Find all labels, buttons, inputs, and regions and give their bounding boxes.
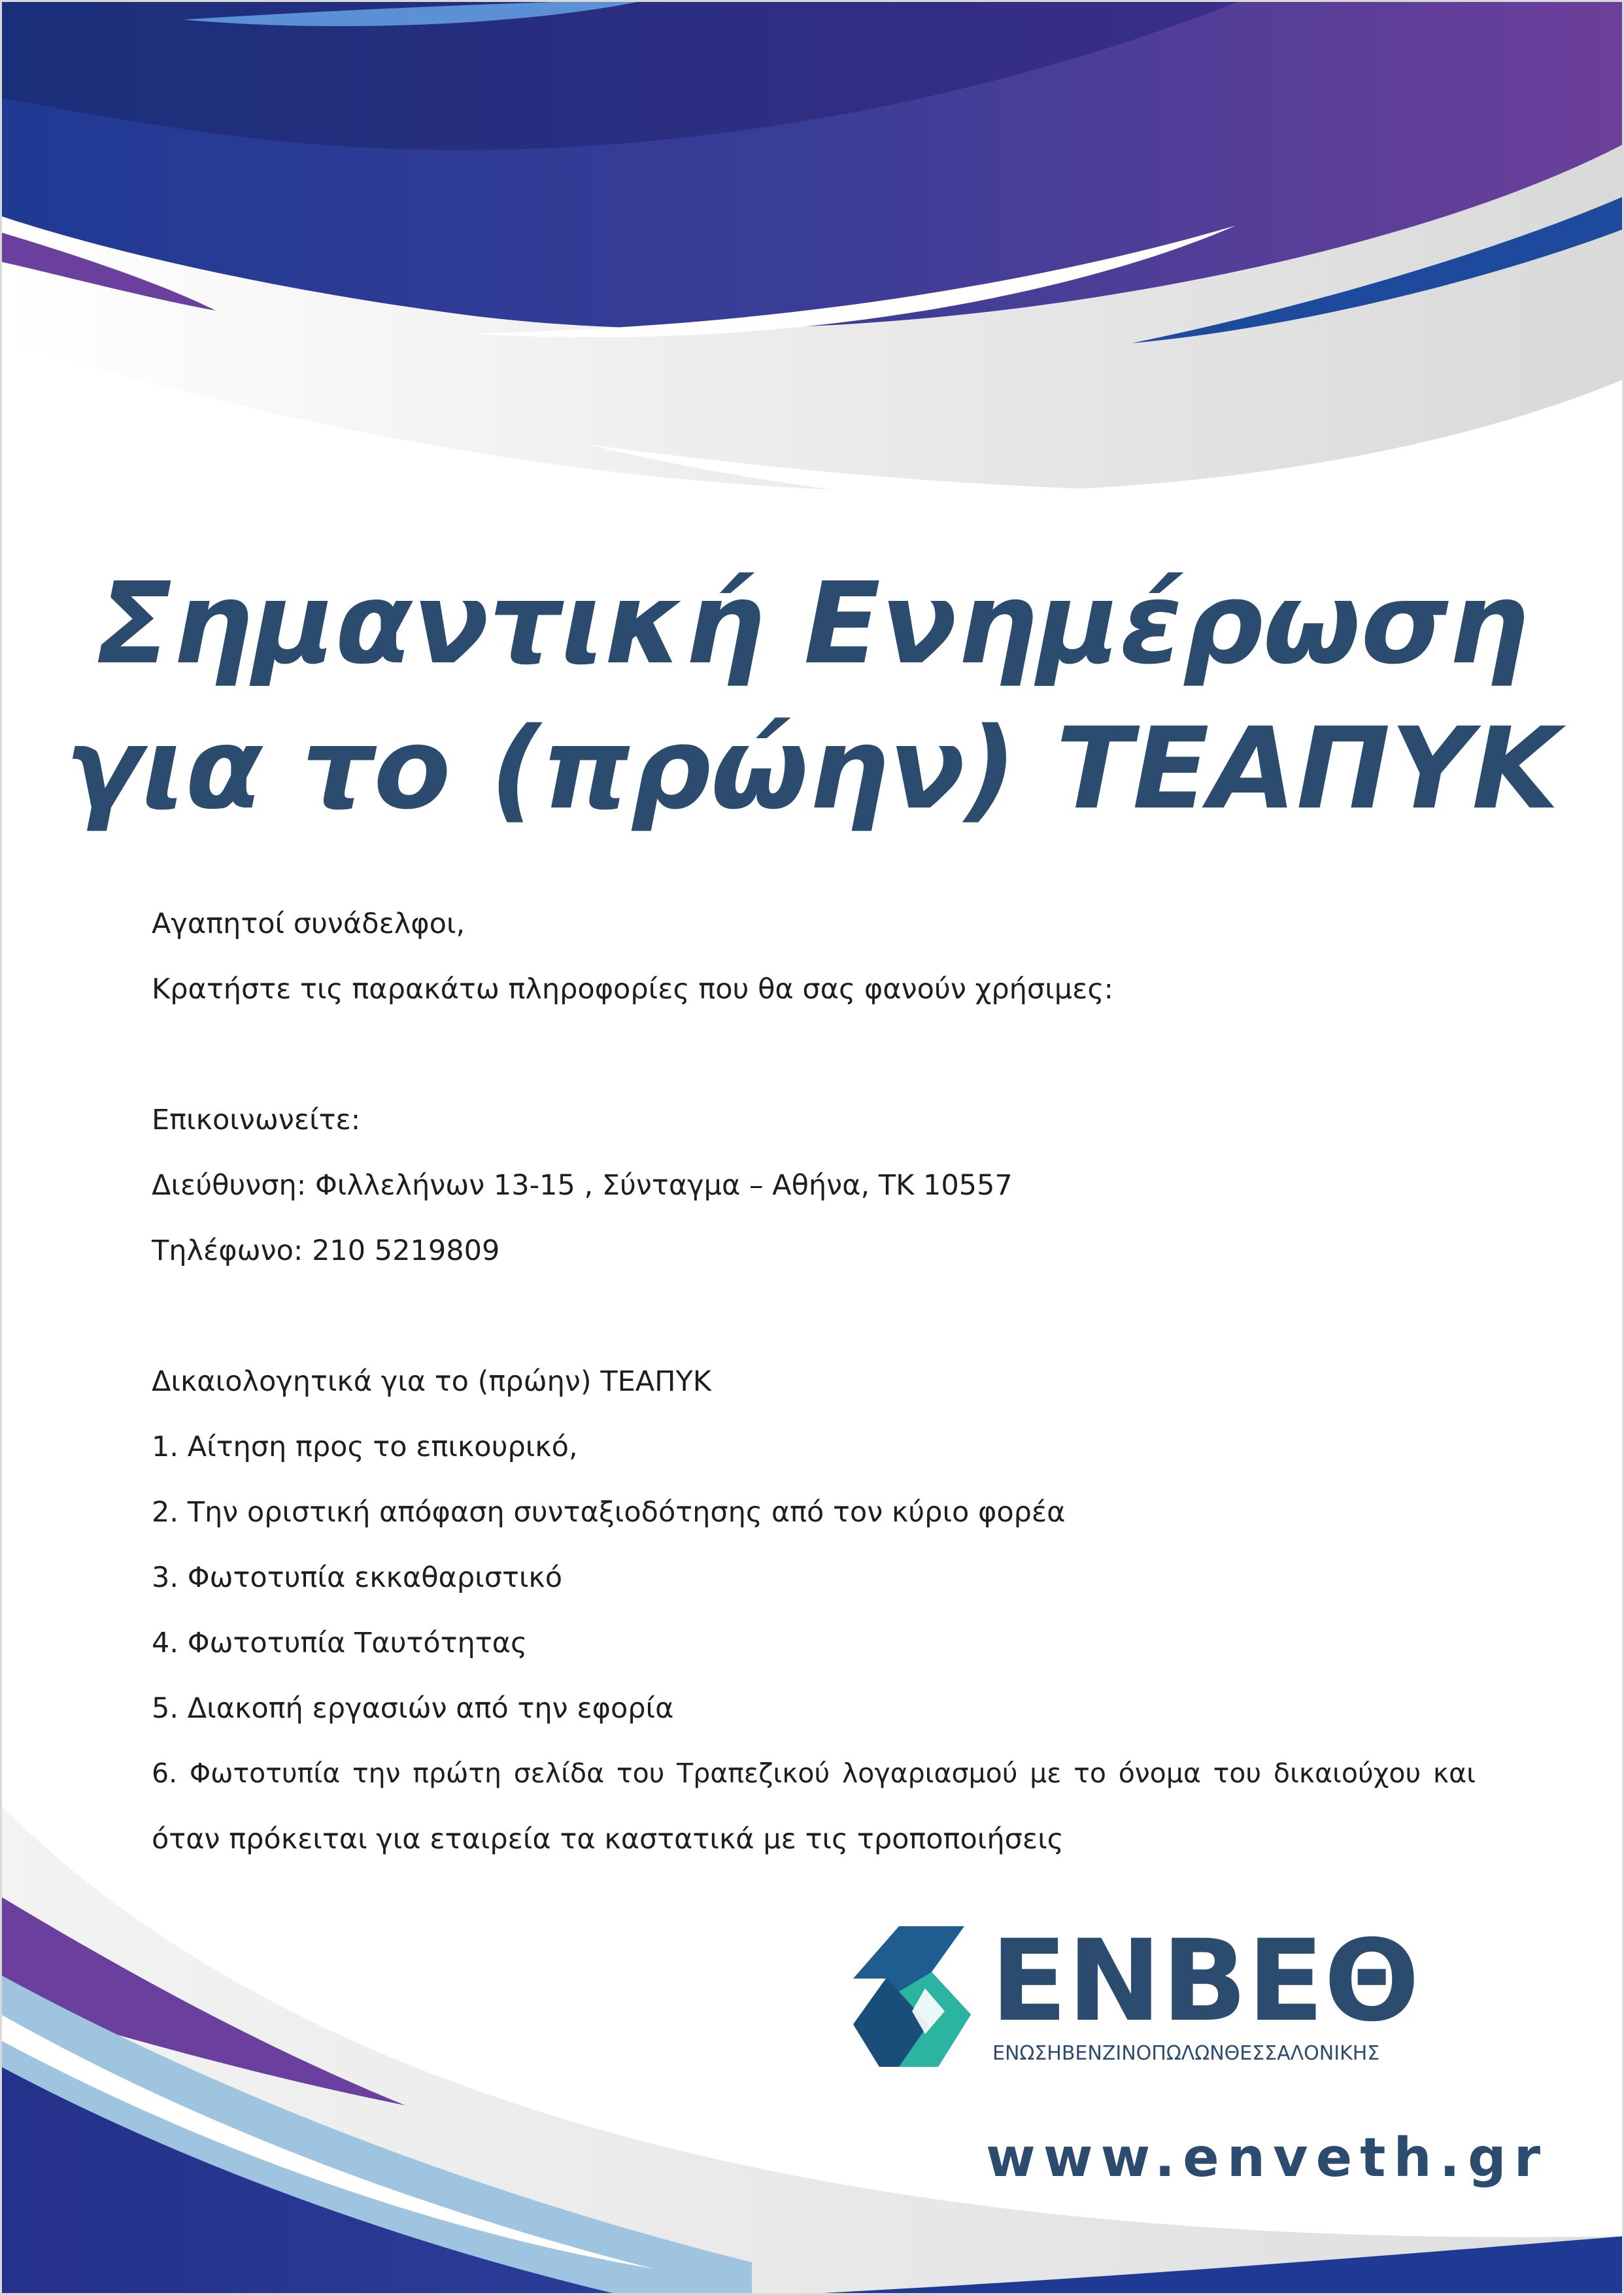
title-line-2: για το (πρώην) ΤΕΑΠΥΚ: [65, 703, 1559, 834]
title-line-1: Σημαντική Ενημέρωση: [95, 558, 1529, 689]
documents-item-2: 2. Την οριστική απόφαση συνταξιοδότησης από τον κύριο φορέα: [152, 1496, 1066, 1529]
greeting-text: Αγαπητοί συνάδελφοι,: [152, 908, 465, 940]
contact-phone: Τηλέφωνο: 210 5219809: [152, 1234, 500, 1267]
enveth-hexagon-logo-icon: [853, 1926, 984, 2067]
contact-address: Διεύθυνση: Φιλλελήνων 13-15 , Σύνταγμα – Αθήνα, ΤΚ 10557: [152, 1169, 1013, 1202]
logo-name: ΕΝΒΕΘ: [990, 1915, 1420, 2047]
documents-item-6-continued: όταν πρόκειται για εταιρεία τα καστατικά με τις τροποποιήσεις: [152, 1823, 1064, 1856]
documents-heading: Δικαιολογητικά για το (πρώην) ΤΕΑΠΥΚ: [152, 1365, 711, 1398]
intro-note-text: Κρατήστε τις παρακάτω πληροφορίες που θα σας φανούν χρήσιμες:: [152, 973, 1114, 1006]
logo-subtitle: ΕΝΩΣΗΒΕΝΖΙΝΟΠΩΛΩΝΘΕΣΣΑΛΟΝΙΚΗΣ: [992, 2042, 1380, 2065]
documents-item-1: 1. Αίτηση προς το επικουρικό,: [152, 1431, 578, 1463]
top-wave-graphic: [0, 0, 1624, 562]
documents-item-3: 3. Φωτοτυπία εκκαθαριστικό: [152, 1561, 563, 1594]
documents-item-6: 6. Φωτοτυπία την πρώτη σελίδα του Τραπεζικού λογαριασμού με το όνομα του δικαιούχου και: [152, 1758, 1476, 1789]
website-url: www.enveth.gr: [986, 2127, 1549, 2189]
contact-heading: Επικοινωνείτε:: [152, 1104, 361, 1136]
documents-item-4: 4. Φωτοτυπία Ταυτότητας: [152, 1627, 528, 1659]
documents-item-5: 5. Διακοπή εργασιών από την εφορία: [152, 1692, 674, 1725]
